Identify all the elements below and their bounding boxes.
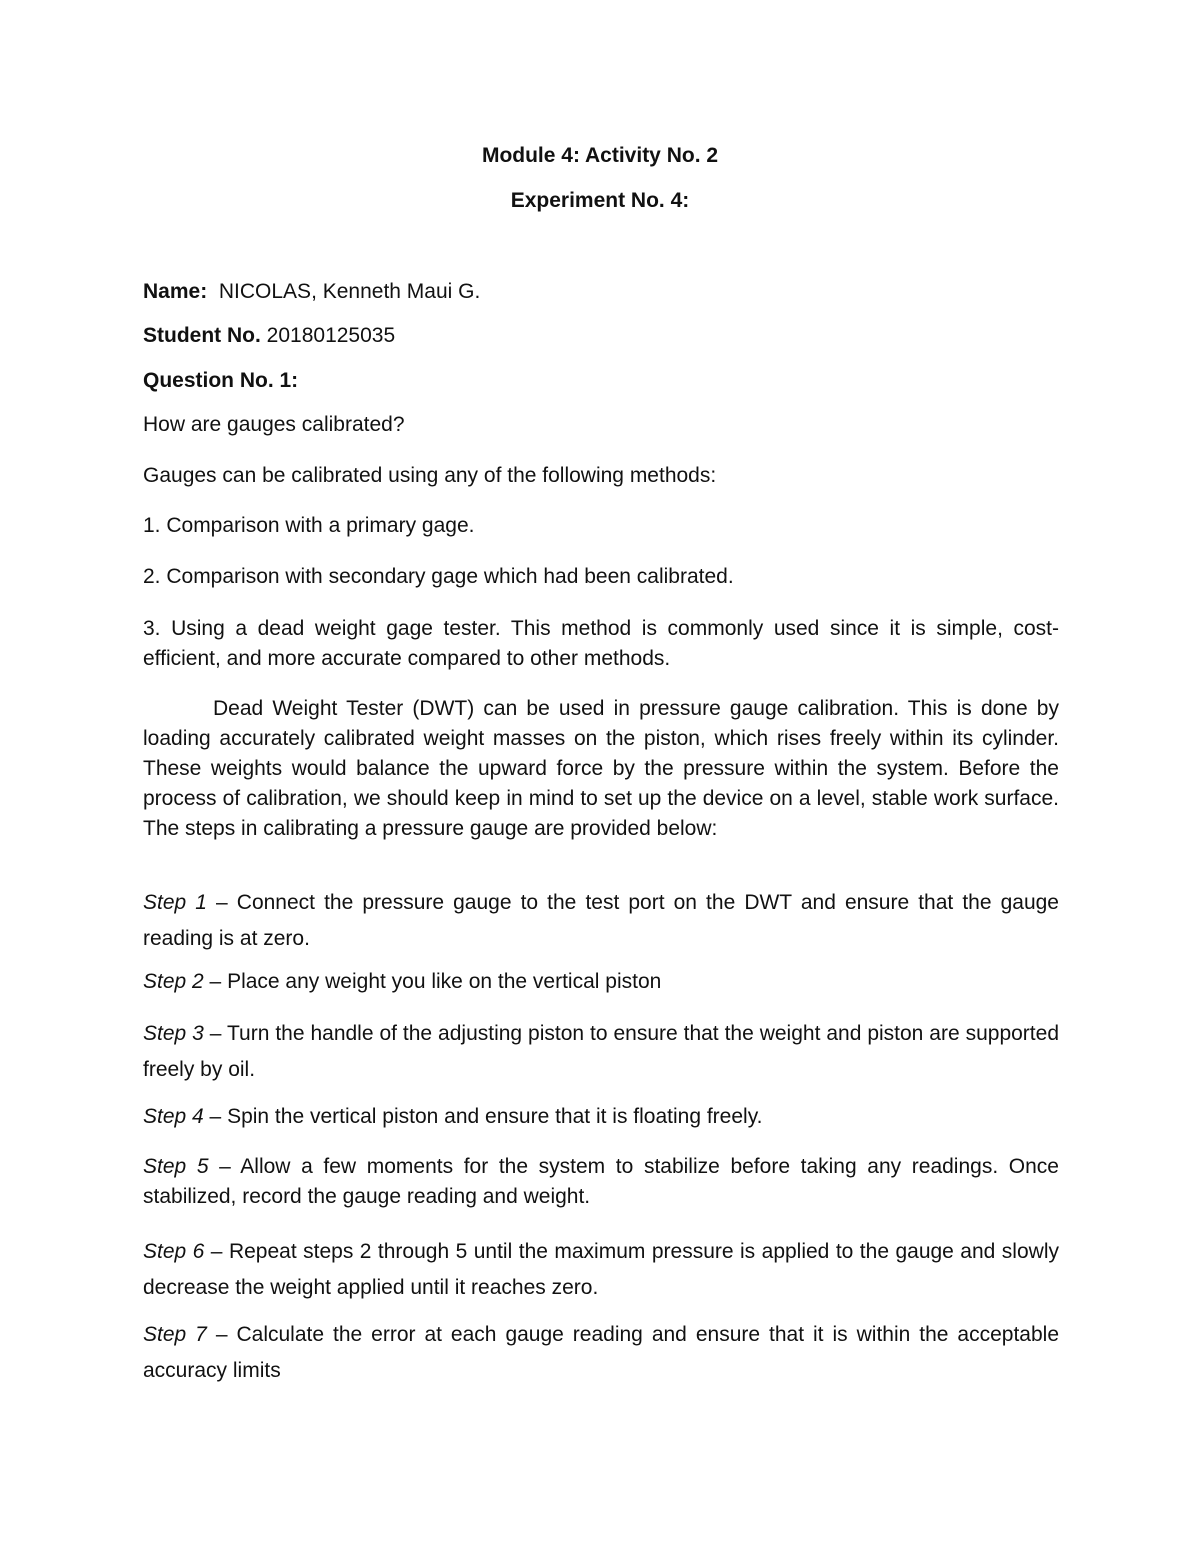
step-label: Step 5: [143, 1155, 209, 1178]
step-text: – Repeat steps 2 through 5 until the maximum pressure is applied to the gauge and slowly decrease the weight applied until it reaches zero.: [143, 1240, 1059, 1299]
step-item: [143, 1234, 1059, 1306]
question-text: How are gauges calibrated?: [143, 413, 405, 436]
experiment-title: Experiment No. 4:: [510, 189, 690, 212]
step-item: [143, 1102, 1059, 1132]
step-label: Step 3: [143, 1022, 204, 1045]
step-label: Step 6: [143, 1240, 205, 1263]
method-item: 3. Using a dead weight gage tester. This method is commonly used since it is simple, cost-efficient, and more accurate compared to other methods.: [143, 617, 1059, 670]
step-item: [143, 1016, 1059, 1088]
step-text: – Calculate the error at each gauge reading and ensure that it is within the acceptable accuracy limits: [143, 1323, 1060, 1382]
student-number-value: 20180125035: [266, 324, 396, 347]
step-text: – Allow a few moments for the system to stabilize before taking any readings. Once stabilized, record the gauge reading and weight.: [143, 1155, 1059, 1208]
module-title: Module 4: Activity No. 2: [481, 144, 719, 167]
method-item: 2. Comparison with secondary gage which had been calibrated.: [143, 565, 734, 588]
student-number: [143, 321, 1059, 351]
student-name: [143, 277, 1059, 307]
answer-intro: Gauges can be calibrated using any of the following methods:: [143, 464, 717, 487]
step-item: [143, 1152, 1059, 1212]
step-label: Step 2: [143, 970, 204, 993]
name-label: Name:: [143, 280, 208, 303]
step-text: – Place any weight you like on the vertical piston: [203, 970, 662, 993]
step-text: – Turn the handle of the adjusting piston to ensure that the weight and piston are supported freely by oil.: [143, 1022, 1059, 1081]
step-item: [143, 967, 1059, 997]
step-label: Step 4: [143, 1105, 204, 1128]
step-label: Step 7: [143, 1323, 207, 1346]
step-item: [143, 1317, 1059, 1389]
dwt-paragraph: Dead Weight Tester (DWT) can be used in pressure gauge calibration. This is done by loading accurately calibrated weight masses on the piston, which rises freely within its cylinder. These weights would balance the upward force by the pressure within the system. Before the process of calibration, we should keep in mind to set up the device on a level, stable work surface. The steps in calibrating a pressure gauge are provided below:: [143, 697, 1059, 840]
step-item: [143, 885, 1059, 957]
step-text: – Connect the pressure gauge to the test port on the DWT and ensure that the gauge reading is at zero.: [143, 891, 1059, 950]
name-value: NICOLAS, Kenneth Maui G.: [218, 280, 481, 303]
student-number-label: Student No.: [143, 324, 261, 347]
step-label: Step 1: [143, 891, 207, 914]
method-item: 1. Comparison with a primary gage.: [143, 514, 475, 537]
step-text: – Spin the vertical piston and ensure that it is floating freely.: [203, 1105, 763, 1128]
question-label: Question No. 1:: [143, 369, 299, 392]
